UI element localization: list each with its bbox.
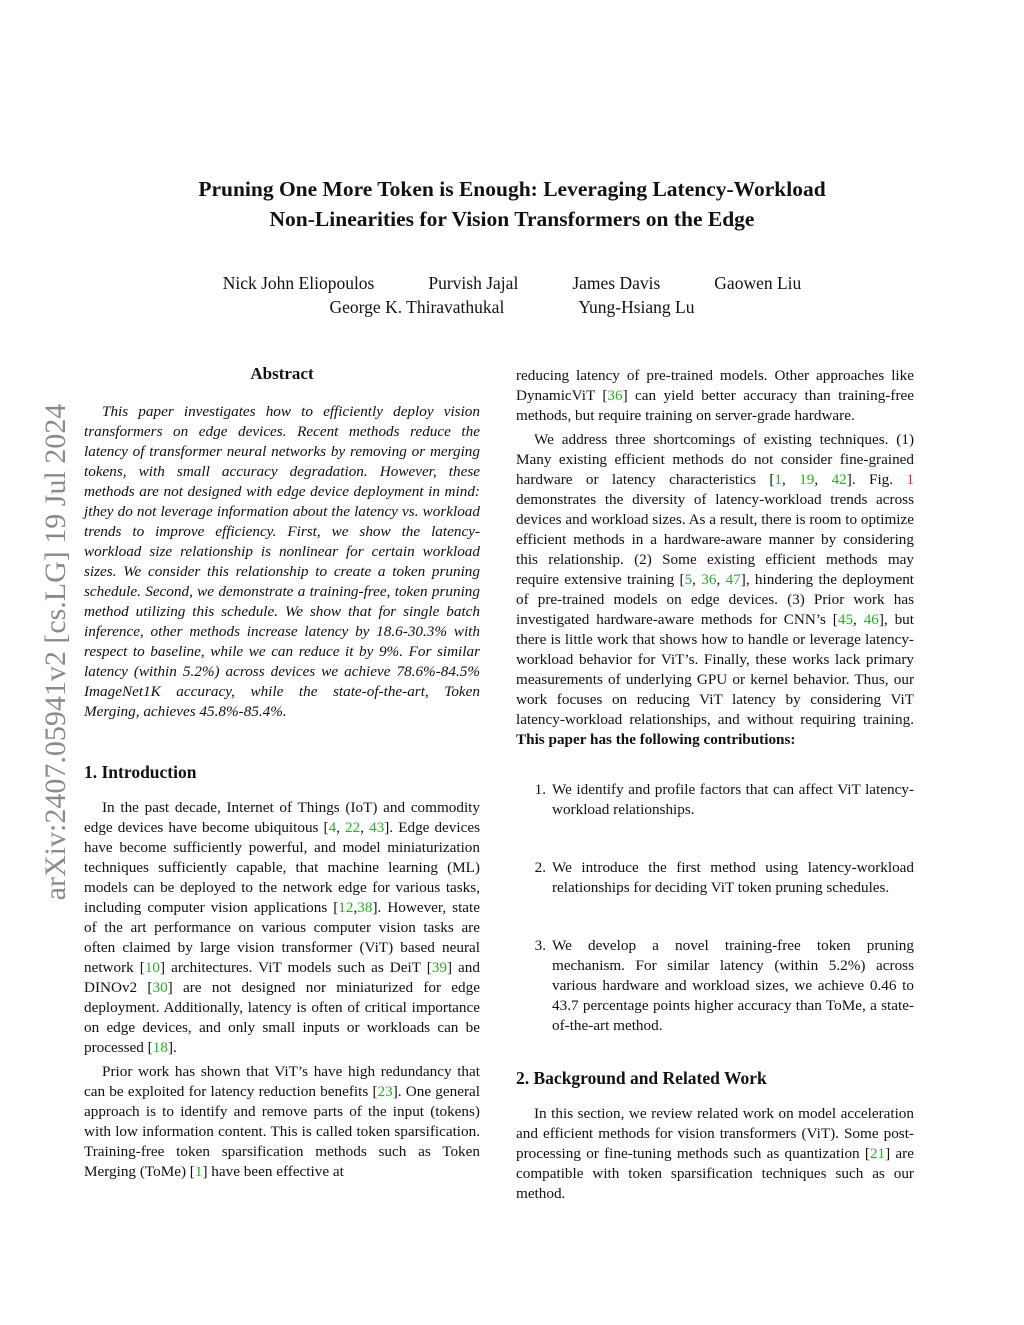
- citation-link[interactable]: 36: [607, 387, 623, 404]
- list-item-number: 2.: [534, 859, 546, 876]
- abstract-body: This paper investigates how to efficiently deploy vision transformers on edge devices. Recent methods reduce the latency of transformer neural networks by removing or merging tokens, with small accuracy degradation. However, these methods are not designed with edge device deployment in mind: jthey do not leverage information about the latency vs. workload trends to improve efficiency. First, we show the latency-workload size relationship is nonlinear for certain workload sizes. We consider this relationship to create a token pruning schedule. Second, we demonstrate a training-free, token pruning method utilizing this schedule. We show that for single batch inference, other methods increase latency by 18.6-30.3% with respect to baseline, while we can reduce it by 9%. For similar latency (within 5.2%) across devices we achieve 78.6%-84.5% ImageNet1K accuracy, while the state-of-the-art, Token Merging, achieves 45.8%-85.4%.: [84, 403, 480, 720]
- author-name: Gaowen Liu: [714, 273, 802, 293]
- citation-link[interactable]: 21: [869, 1145, 886, 1162]
- title-line-2: Non-Linearities for Vision Transformers on the Edge: [269, 207, 755, 231]
- citation-link[interactable]: 39: [431, 959, 447, 976]
- citation-link[interactable]: 36: [701, 571, 717, 588]
- list-item: [516, 858, 914, 898]
- citation-link[interactable]: 42: [831, 471, 847, 488]
- citation-link[interactable]: 38: [357, 899, 373, 916]
- citation-link[interactable]: 12: [338, 899, 354, 916]
- abstract-heading: Abstract: [250, 364, 314, 383]
- citation-link[interactable]: 19: [799, 471, 815, 488]
- citation-link[interactable]: 23: [377, 1083, 393, 1100]
- left-column: [84, 364, 480, 1186]
- author-name: Yung-Hsiang Lu: [578, 297, 695, 317]
- title-line-1: Pruning One More Token is Enough: Leveraging Latency-Workload: [198, 177, 826, 201]
- arxiv-identifier-stamp: arXiv:2407.05941v2 [cs.LG] 19 Jul 2024: [39, 403, 72, 901]
- list-item-text: We introduce the first method using latency-workload relationships for deciding ViT token pruning schedules.: [552, 859, 914, 896]
- contributions-lead-in: This paper has the following contributions:: [516, 731, 796, 748]
- contributions-list: [516, 780, 914, 1036]
- author-name: James Davis: [572, 273, 661, 293]
- list-item-number: 1.: [534, 781, 546, 798]
- citation-link[interactable]: 22: [345, 819, 361, 836]
- author-name: Nick John Eliopoulos: [222, 273, 375, 293]
- author-name: Purvish Jajal: [428, 273, 519, 293]
- paper-title: [0, 174, 1024, 234]
- author-name: George K. Thiravathukal: [329, 297, 505, 317]
- figure-reference-link[interactable]: 1: [906, 471, 915, 488]
- citation-link[interactable]: 4: [328, 819, 337, 836]
- citation-link[interactable]: 5: [684, 571, 693, 588]
- intro-paragraph-4: We address three shortcomings of existing techniques. (1) Many existing efficient methods do not consider fine-grained hardware or latency characteristics [1, 19, 42]. Fig. 1 demonstrates the diversity of latency-workload trends across devices and workload sizes. As a result, there is room to optimize efficient methods in a hardware-aware manner by considering this relationship. (2) Some existing efficient methods may require extensive training [5, 36, 47], hindering the deployment of pre-trained models on edge devices. (3) Prior work has investigated hardware-aware methods for CNN’s [45, 46], but there is little work that shows how to handle or leverage latency-workload behavior for ViT’s. Finally, these works lack primary measurements of underlying GPU or kernel behavior. Thus, our work focuses on reducing ViT latency by considering ViT latency-workload relationships, and without requiring training. This paper has the following contributions:: [516, 431, 915, 748]
- citation-link[interactable]: 18: [152, 1039, 168, 1056]
- list-item-number: 3.: [534, 937, 546, 954]
- list-item-text: We develop a novel training-free token pruning mechanism. For similar latency (within 5.2%) across various hardware and workload sizes, we achieve 0.46 to 43.7 percentage points higher accuracy than ToMe, a state-of-the-art method.: [552, 937, 914, 1034]
- list-item-text: We identify and profile factors that can affect ViT latency-workload relationships.: [552, 781, 914, 818]
- background-paragraph-1: In this section, we review related work on model acceleration and efficient methods for vision transformers (ViT). Some post-processing or fine-tuning methods such as quantization [21] are compatible with token sparsification techniques such as our method.: [516, 1105, 914, 1202]
- citation-link[interactable]: 46: [863, 611, 879, 628]
- intro-paragraph-1: In the past decade, Internet of Things (IoT) and commodity edge devices have become ubiquitous [4, 22, 43]. Edge devices have become sufficiently powerful, and model miniaturization techniques sufficiently capable, that machine learning (ML) models can be deployed to the network edge for various tasks, including computer vision applications [12,38]. However, state of the art performance on various computer vision tasks are often claimed by large vision transformer (ViT) based neural network [10] architectures. ViT models such as DeiT [39] and DINOv2 [30] are not designed nor miniaturized for edge deployment. Additionally, latency is often of critical importance on edge devices, and only small inputs or workloads can be processed [18].: [84, 799, 481, 1056]
- citation-link[interactable]: 47: [725, 571, 741, 588]
- list-item: [516, 780, 914, 820]
- citation-link[interactable]: 45: [837, 611, 854, 628]
- citation-link[interactable]: 10: [144, 959, 161, 976]
- citation-link[interactable]: 30: [152, 979, 168, 996]
- author-block: [0, 271, 1024, 319]
- citation-link[interactable]: 1: [774, 471, 783, 488]
- intro-paragraph-3: reducing latency of pre-trained models. Other approaches like DynamicViT [36] can yield better accuracy than training-free methods, but require training on server-grade hardware.: [516, 367, 914, 424]
- intro-paragraph-2: Prior work has shown that ViT’s have high redundancy that can be exploited for latency reduction benefits [23]. One general approach is to identify and remove parts of the input (tokens) with low information content. This is called token sparsification. Training-free token sparsification methods such as Token Merging (ToMe) [1] have been effective at: [84, 1063, 480, 1180]
- list-item: [516, 936, 914, 1036]
- right-column: [516, 366, 914, 1208]
- author-row-1: [0, 271, 1024, 295]
- background-heading: 2. Background and Related Work: [516, 1068, 767, 1088]
- citation-link[interactable]: 1: [194, 1163, 203, 1180]
- introduction-heading: 1. Introduction: [84, 762, 197, 782]
- citation-link[interactable]: 43: [369, 819, 385, 836]
- author-row-2: [0, 295, 1024, 319]
